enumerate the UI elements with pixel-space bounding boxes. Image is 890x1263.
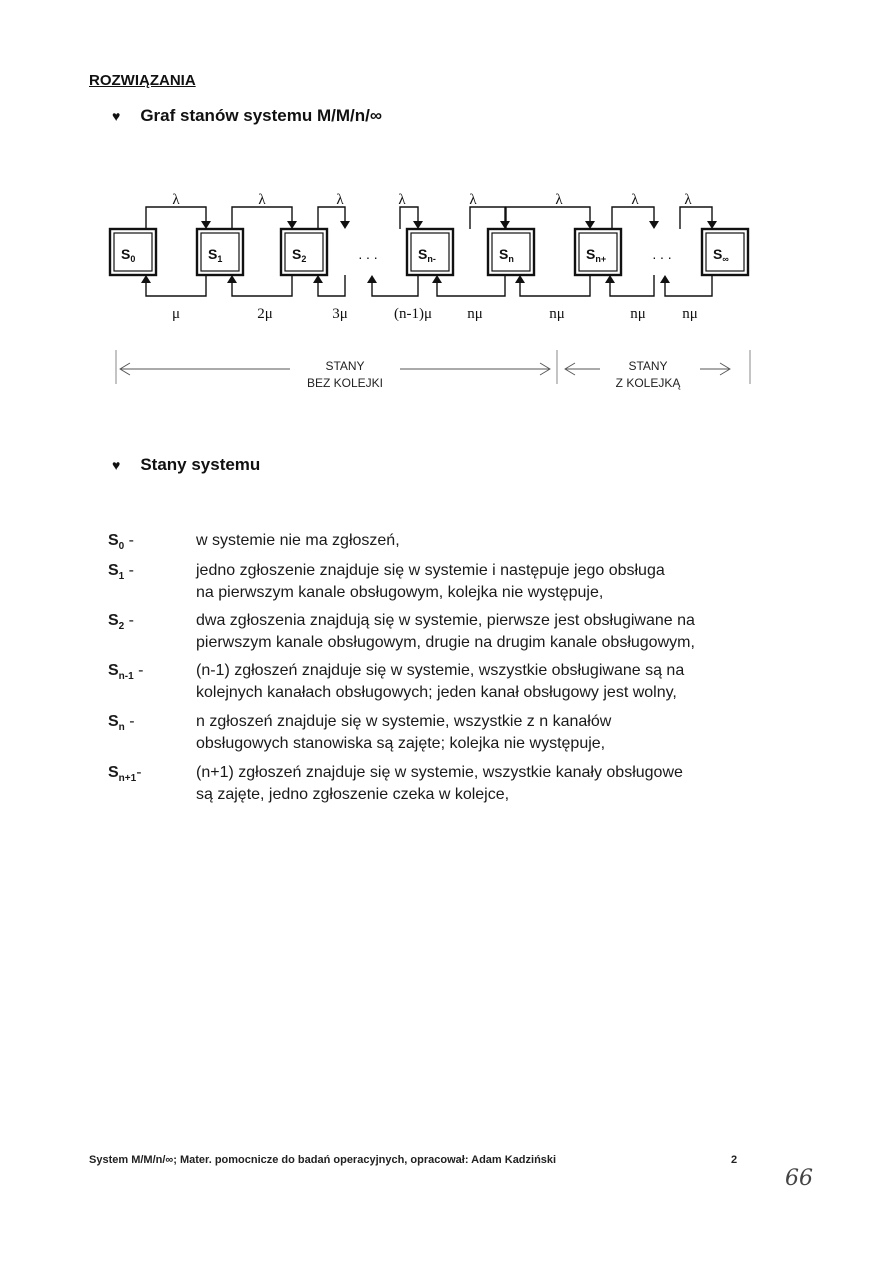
range-right-line1: STANY xyxy=(628,359,668,373)
service-rate-label: 3μ xyxy=(332,306,348,322)
service-arrow xyxy=(610,275,654,296)
service-rate-label: μ xyxy=(171,306,181,322)
state-description: w systemie nie ma zgłoszeń, xyxy=(196,532,400,549)
arrival-rate-label: λ xyxy=(555,192,563,208)
state-description: (n-1) zgłoszeń znajduje się w systemie, wszystkie obsługiwane są na kolejnych kanałach obsługowych; jeden kanał obsługowy jest wolny, xyxy=(196,662,685,701)
state-description: n zgłoszeń znajduje się w systemie, wszystkie z n kanałów obsługowych stanowiska są zajęte; kolejka nie występuje, xyxy=(196,713,612,752)
arrival-rate-label: λ xyxy=(684,192,692,208)
arrow-up-icon xyxy=(660,275,670,283)
arrival-arrow xyxy=(232,207,292,229)
service-rate-label: 2μ xyxy=(257,306,273,322)
state-transition-diagram xyxy=(0,0,890,420)
state-ranges xyxy=(116,350,750,390)
service-rate-label: nμ xyxy=(467,306,483,322)
state-boxes xyxy=(110,229,748,275)
arrival-arrow xyxy=(612,207,654,229)
arrival-arrow xyxy=(506,207,590,229)
ellipsis: ··· xyxy=(652,249,675,265)
state-label: $S_\infty$ xyxy=(713,246,729,264)
state-key: $S_0$ - xyxy=(108,532,135,553)
arrival-rate-label: λ xyxy=(258,192,266,208)
ellipsis: ··· xyxy=(358,249,381,265)
handwritten-note: 66 xyxy=(785,1166,813,1191)
state-box-outer xyxy=(110,229,156,275)
state-description: (n+1) zgłoszeń znajduje się w systemie, wszystkie kanały obsługowe są zajęte, jedno zgłoszenie czeka w kolejce, xyxy=(196,764,683,803)
service-rate-label: nμ xyxy=(549,306,565,322)
section-header: ROZWIĄZANIA xyxy=(89,72,196,89)
state-label: $S_1$ xyxy=(208,246,223,264)
arrow-up-icon xyxy=(141,275,151,283)
state-description: dwa zgłoszenia znajdują się w systemie, pierwsze jest obsługiwane na pierwszym kanale obsługowym, drugie na drugim kanale obsługowym, xyxy=(196,612,695,651)
state-label: $S_2$ xyxy=(292,246,307,264)
state-description: jedno zgłoszenie znajduje się w systemie i następuje jego obsługa na pierwszym kanale obsługowym, kolejka nie występuje, xyxy=(196,562,665,601)
arrow-up-icon xyxy=(605,275,615,283)
state-box-outer xyxy=(702,229,748,275)
arrow-up-icon xyxy=(515,275,525,283)
arrival-rate-label: λ xyxy=(631,192,639,208)
arrow-up-icon xyxy=(313,275,323,283)
range-left-line2: BEZ KOLEJKI xyxy=(306,376,384,390)
state-label: $S_0$ xyxy=(121,246,136,264)
state-key: $S_n$ - xyxy=(108,713,135,734)
service-arrow xyxy=(665,275,712,296)
arrival-arrow xyxy=(470,207,505,229)
state-key: $S_1$ - xyxy=(108,562,135,583)
arrow-down-icon xyxy=(649,221,659,229)
state-box-outer xyxy=(575,229,621,275)
state-label: $S_n$ xyxy=(499,246,514,264)
arrival-arrow xyxy=(680,207,712,229)
state-key: $S_{n+1}-$ xyxy=(108,764,142,785)
range-right-line2: Z KOLEJKĄ xyxy=(615,376,681,390)
state-box-outer xyxy=(281,229,327,275)
service-arrow xyxy=(437,275,505,296)
arrival-rate-label: λ xyxy=(398,192,406,208)
service-rate-label: nμ xyxy=(682,306,698,322)
graph-title: Graf stanów systemu M/M/n/∞ xyxy=(140,106,382,125)
state-key: $S_{n-1}$ - xyxy=(108,662,144,683)
service-arrow xyxy=(372,275,418,296)
arrival-rate-label: λ xyxy=(336,192,344,208)
service-arrow xyxy=(232,275,292,296)
arrow-up-icon xyxy=(432,275,442,283)
page-number: 2 xyxy=(731,1154,738,1166)
state-key: $S_2$ - xyxy=(108,612,135,633)
range-left-line1: STANY xyxy=(325,359,365,373)
arrival-rate-label: λ xyxy=(469,192,477,208)
arrow-down-icon xyxy=(340,221,350,229)
arrival-arrow xyxy=(146,207,206,229)
footer-text: System M/M/n/∞; Mater. pomocnicze do badań operacyjnych, opracował: Adam Kadziński xyxy=(89,1154,557,1166)
service-arrow xyxy=(318,275,345,296)
service-rate-label: (n-1)μ xyxy=(393,306,433,322)
arrival-rate-label: λ xyxy=(172,192,180,208)
service-rate-label: nμ xyxy=(630,306,646,322)
heart-bullet-icon: ♥ xyxy=(112,108,121,124)
state-label: $S_{n-}$ xyxy=(418,246,436,264)
state-box-outer xyxy=(488,229,534,275)
arrival-arrow xyxy=(318,207,345,229)
arrow-up-icon xyxy=(227,275,237,283)
states-title: Stany systemu xyxy=(140,455,261,474)
service-arrow xyxy=(520,275,590,296)
state-box-outer xyxy=(197,229,243,275)
arrival-arrow xyxy=(400,207,418,229)
heart-bullet-icon: ♥ xyxy=(112,457,121,473)
states-heading xyxy=(112,455,260,475)
state-box-outer xyxy=(407,229,453,275)
arrow-up-icon xyxy=(367,275,377,283)
service-arrow xyxy=(146,275,206,296)
state-label: $S_{n+}$ xyxy=(586,246,607,264)
